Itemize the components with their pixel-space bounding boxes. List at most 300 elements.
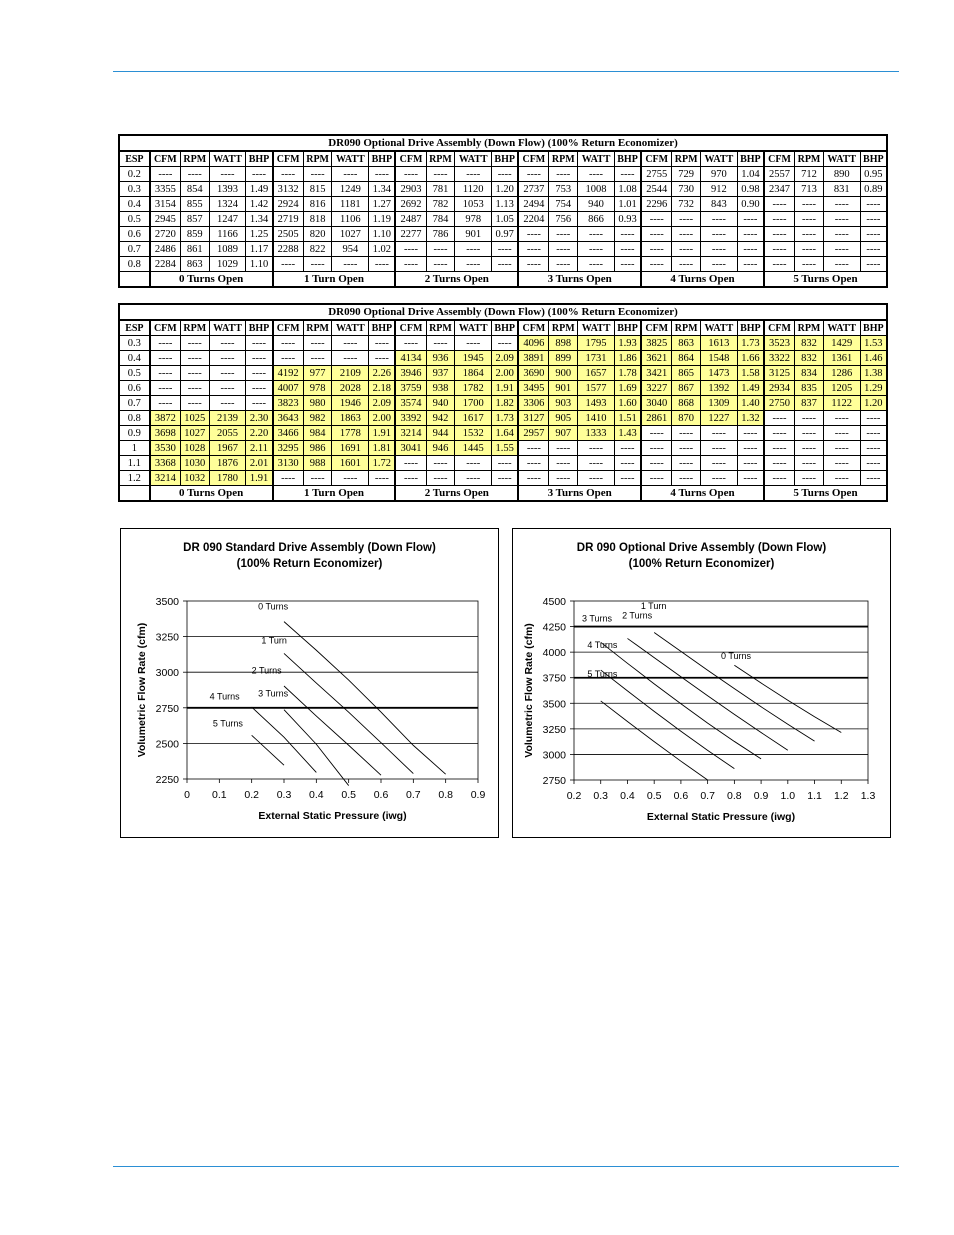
- value-cell: ----: [426, 471, 455, 486]
- value-cell: ----: [700, 441, 737, 456]
- value-cell: ----: [614, 456, 641, 471]
- value-cell: 870: [672, 411, 701, 426]
- value-cell: 1166: [209, 227, 246, 242]
- value-cell: 1.05: [492, 212, 519, 227]
- table-row: [119, 197, 887, 212]
- value-cell: ----: [518, 227, 549, 242]
- header-bhp: BHP: [860, 151, 887, 167]
- header-cfm: CFM: [273, 320, 304, 336]
- value-cell: ----: [150, 366, 181, 381]
- chart-svg: [121, 529, 498, 837]
- y-tick-label: 3250: [542, 723, 566, 736]
- esp-cell: 0.4: [119, 197, 150, 212]
- value-cell: ----: [764, 471, 795, 486]
- value-cell: 3214: [150, 471, 181, 486]
- value-cell: 2.01: [246, 456, 273, 471]
- header-rpm: RPM: [672, 151, 701, 167]
- value-cell: 3530: [150, 441, 181, 456]
- plot-area: [187, 601, 478, 779]
- value-cell: 3690: [518, 366, 549, 381]
- value-cell: ----: [641, 227, 672, 242]
- value-cell: ----: [303, 257, 332, 272]
- value-cell: ----: [672, 441, 701, 456]
- value-cell: 0.98: [737, 182, 764, 197]
- value-cell: 977: [303, 366, 332, 381]
- value-cell: 946: [426, 441, 455, 456]
- x-tick-label: 0: [184, 789, 190, 801]
- value-cell: ----: [180, 396, 209, 411]
- y-tick-label: 2750: [155, 702, 179, 715]
- value-cell: 1.49: [246, 182, 273, 197]
- value-cell: 712: [795, 167, 824, 182]
- value-cell: 1731: [578, 351, 615, 366]
- value-cell: 901: [455, 227, 492, 242]
- x-tick-label: 1.1: [807, 790, 822, 802]
- header-cfm: CFM: [518, 151, 549, 167]
- series-label: 0 Turns: [258, 601, 289, 612]
- value-cell: 1.25: [246, 227, 273, 242]
- x-tick-label: 0.9: [470, 789, 486, 801]
- value-cell: 1227: [700, 411, 737, 426]
- value-cell: ----: [672, 242, 701, 257]
- header-watt: WATT: [209, 151, 246, 167]
- y-axis-label: Volumetric Flow Rate (cfm): [136, 622, 148, 758]
- header-rpm: RPM: [549, 320, 578, 336]
- value-cell: ----: [369, 257, 396, 272]
- value-cell: 3825: [641, 336, 672, 351]
- value-cell: 1053: [455, 197, 492, 212]
- value-cell: ----: [395, 257, 426, 272]
- value-cell: 954: [332, 242, 369, 257]
- value-cell: ----: [549, 242, 578, 257]
- value-cell: 1205: [823, 381, 860, 396]
- value-cell: 863: [672, 336, 701, 351]
- value-cell: ----: [795, 242, 824, 257]
- value-cell: 816: [303, 197, 332, 212]
- header-bhp: BHP: [369, 320, 396, 336]
- table-row: [119, 227, 887, 242]
- value-cell: ----: [332, 336, 369, 351]
- value-cell: 1.91: [369, 426, 396, 441]
- value-cell: 2945: [150, 212, 181, 227]
- x-tick-label: 0.2: [566, 790, 582, 802]
- value-cell: 1008: [578, 182, 615, 197]
- value-cell: 0.89: [860, 182, 887, 197]
- value-cell: ----: [860, 227, 887, 242]
- value-cell: ----: [246, 366, 273, 381]
- value-cell: 900: [549, 366, 578, 381]
- value-cell: ----: [578, 471, 615, 486]
- table-row: [119, 441, 887, 456]
- value-cell: 1361: [823, 351, 860, 366]
- header-watt: WATT: [332, 320, 369, 336]
- value-cell: ----: [578, 167, 615, 182]
- value-cell: 820: [303, 227, 332, 242]
- value-cell: ----: [578, 456, 615, 471]
- value-cell: 1.32: [737, 411, 764, 426]
- value-cell: 3355: [150, 182, 181, 197]
- value-cell: 1.78: [614, 366, 641, 381]
- value-cell: 940: [426, 396, 455, 411]
- value-cell: ----: [641, 242, 672, 257]
- value-cell: 1120: [455, 182, 492, 197]
- value-cell: 2903: [395, 182, 426, 197]
- y-tick-label: 3000: [542, 749, 566, 762]
- value-cell: ----: [672, 426, 701, 441]
- value-cell: ----: [209, 381, 246, 396]
- value-cell: ----: [823, 411, 860, 426]
- esp-cell: 0.6: [119, 227, 150, 242]
- value-cell: 1493: [578, 396, 615, 411]
- value-cell: 831: [823, 182, 860, 197]
- value-cell: 863: [180, 257, 209, 272]
- value-cell: 2719: [273, 212, 304, 227]
- value-cell: ----: [549, 456, 578, 471]
- value-cell: ----: [823, 426, 860, 441]
- value-cell: 867: [672, 381, 701, 396]
- value-cell: 1.20: [492, 182, 519, 197]
- value-cell: ----: [426, 167, 455, 182]
- value-cell: ----: [395, 471, 426, 486]
- header-rpm: RPM: [795, 320, 824, 336]
- header-cfm: CFM: [641, 320, 672, 336]
- header-watt: WATT: [332, 151, 369, 167]
- value-cell: ----: [641, 212, 672, 227]
- value-cell: 2755: [641, 167, 672, 182]
- value-cell: ----: [426, 456, 455, 471]
- turns-open-label: 3 Turns Open: [518, 486, 641, 502]
- x-tick-label: 0.7: [700, 790, 715, 802]
- header-watt: WATT: [209, 320, 246, 336]
- x-tick-label: 0.4: [309, 789, 324, 801]
- value-cell: ----: [303, 351, 332, 366]
- x-tick-label: 0.6: [373, 789, 389, 801]
- value-cell: 1.49: [737, 381, 764, 396]
- value-cell: ----: [549, 227, 578, 242]
- value-cell: 865: [672, 366, 701, 381]
- value-cell: 818: [303, 212, 332, 227]
- value-cell: 1324: [209, 197, 246, 212]
- value-cell: ----: [426, 257, 455, 272]
- value-cell: ----: [823, 456, 860, 471]
- value-cell: 2544: [641, 182, 672, 197]
- turns-open-label: 4 Turns Open: [641, 272, 764, 288]
- value-cell: 1.19: [369, 212, 396, 227]
- value-cell: ----: [426, 336, 455, 351]
- value-cell: 980: [303, 396, 332, 411]
- series-label: 5 Turns: [212, 718, 243, 729]
- esp-cell: 1.1: [119, 456, 150, 471]
- value-cell: ----: [700, 471, 737, 486]
- value-cell: 2296: [641, 197, 672, 212]
- value-cell: ----: [823, 227, 860, 242]
- value-cell: 781: [426, 182, 455, 197]
- y-tick-label: 3750: [542, 672, 566, 685]
- value-cell: 936: [426, 351, 455, 366]
- header-esp: ESP: [119, 151, 150, 167]
- value-cell: ----: [823, 242, 860, 257]
- value-cell: ----: [764, 212, 795, 227]
- value-cell: 0.97: [492, 227, 519, 242]
- value-cell: ----: [150, 336, 181, 351]
- value-cell: ----: [209, 396, 246, 411]
- value-cell: 1122: [823, 396, 860, 411]
- value-cell: 1.40: [737, 396, 764, 411]
- value-cell: 2109: [332, 366, 369, 381]
- value-cell: 1249: [332, 182, 369, 197]
- y-tick-label: 4250: [542, 621, 566, 634]
- table-row: [119, 426, 887, 441]
- value-cell: ----: [395, 242, 426, 257]
- value-cell: 1601: [332, 456, 369, 471]
- value-cell: 1030: [180, 456, 209, 471]
- esp-cell: 0.5: [119, 366, 150, 381]
- value-cell: 1.66: [737, 351, 764, 366]
- value-cell: 3295: [273, 441, 304, 456]
- value-cell: ----: [641, 471, 672, 486]
- value-cell: 1393: [209, 182, 246, 197]
- header-cfm: CFM: [764, 151, 795, 167]
- chart-title: DR 090 Optional Drive Assembly (Down Flow): [576, 542, 827, 554]
- header-watt: WATT: [823, 320, 860, 336]
- value-cell: 1.20: [860, 396, 887, 411]
- value-cell: 1.01: [614, 197, 641, 212]
- table-row: [119, 456, 887, 471]
- value-cell: 754: [549, 197, 578, 212]
- value-cell: 1864: [455, 366, 492, 381]
- esp-cell: 0.8: [119, 411, 150, 426]
- value-cell: 1.91: [492, 381, 519, 396]
- value-cell: 3368: [150, 456, 181, 471]
- value-cell: 2288: [273, 242, 304, 257]
- value-cell: 3125: [764, 366, 795, 381]
- table-row: [119, 351, 887, 366]
- value-cell: ----: [614, 167, 641, 182]
- x-tick-label: 0.8: [727, 790, 742, 802]
- value-cell: 3823: [273, 396, 304, 411]
- header-bhp: BHP: [369, 151, 396, 167]
- series-label: 5 Turns: [587, 669, 618, 680]
- value-cell: ----: [764, 411, 795, 426]
- value-cell: ----: [303, 336, 332, 351]
- value-cell: 1.08: [614, 182, 641, 197]
- value-cell: 2139: [209, 411, 246, 426]
- table-row: [119, 242, 887, 257]
- value-cell: 1967: [209, 441, 246, 456]
- turns-open-label: 1 Turn Open: [273, 272, 396, 288]
- header-rpm: RPM: [303, 151, 332, 167]
- footer-blank: [119, 486, 150, 502]
- value-cell: ----: [823, 471, 860, 486]
- value-cell: 1.27: [369, 197, 396, 212]
- value-cell: ----: [764, 441, 795, 456]
- value-cell: ----: [332, 167, 369, 182]
- value-cell: 730: [672, 182, 701, 197]
- value-cell: ----: [369, 167, 396, 182]
- header-watt: WATT: [578, 320, 615, 336]
- table-title: DR090 Optional Drive Assembly (Down Flow) (100% Return Economizer): [119, 304, 887, 320]
- value-cell: 988: [303, 456, 332, 471]
- header-bhp: BHP: [860, 320, 887, 336]
- value-cell: ----: [860, 441, 887, 456]
- esp-cell: 1.2: [119, 471, 150, 486]
- value-cell: ----: [150, 381, 181, 396]
- value-cell: ----: [764, 227, 795, 242]
- value-cell: 1.42: [246, 197, 273, 212]
- value-cell: ----: [795, 197, 824, 212]
- value-cell: 1.69: [614, 381, 641, 396]
- value-cell: 912: [700, 182, 737, 197]
- esp-cell: 0.4: [119, 351, 150, 366]
- y-tick-label: 4000: [542, 647, 566, 660]
- value-cell: ----: [395, 456, 426, 471]
- value-cell: 835: [795, 381, 824, 396]
- value-cell: ----: [492, 242, 519, 257]
- value-cell: 2487: [395, 212, 426, 227]
- value-cell: 1548: [700, 351, 737, 366]
- value-cell: 937: [426, 366, 455, 381]
- value-cell: 3392: [395, 411, 426, 426]
- table-row: [119, 381, 887, 396]
- value-cell: 1333: [578, 426, 615, 441]
- table-row: [119, 471, 887, 486]
- table-row: [119, 167, 887, 182]
- value-cell: ----: [641, 441, 672, 456]
- value-cell: ----: [737, 257, 764, 272]
- y-tick-label: 3500: [542, 698, 566, 711]
- esp-cell: 0.6: [119, 381, 150, 396]
- value-cell: ----: [246, 336, 273, 351]
- value-cell: 2.20: [246, 426, 273, 441]
- header-rpm: RPM: [426, 151, 455, 167]
- value-cell: 1.46: [860, 351, 887, 366]
- value-cell: ----: [737, 471, 764, 486]
- value-cell: 756: [549, 212, 578, 227]
- value-cell: 3306: [518, 396, 549, 411]
- value-cell: 4134: [395, 351, 426, 366]
- value-cell: 2055: [209, 426, 246, 441]
- value-cell: 1.13: [492, 197, 519, 212]
- value-cell: ----: [180, 381, 209, 396]
- value-cell: 729: [672, 167, 701, 182]
- value-cell: 3946: [395, 366, 426, 381]
- value-cell: ----: [518, 471, 549, 486]
- value-cell: ----: [823, 197, 860, 212]
- value-cell: 1.53: [860, 336, 887, 351]
- value-cell: 868: [672, 396, 701, 411]
- value-cell: 1027: [180, 426, 209, 441]
- x-tick-label: 0.1: [212, 789, 227, 801]
- chart-title: DR 090 Standard Drive Assembly (Down Flow): [183, 542, 436, 554]
- header-cfm: CFM: [641, 151, 672, 167]
- y-axis-label: Volumetric Flow Rate (cfm): [523, 623, 535, 758]
- header-rpm: RPM: [426, 320, 455, 336]
- value-cell: 1.38: [860, 366, 887, 381]
- value-cell: 1429: [823, 336, 860, 351]
- value-cell: 1473: [700, 366, 737, 381]
- turns-open-label: 1 Turn Open: [273, 486, 396, 502]
- value-cell: ----: [150, 167, 181, 182]
- value-cell: ----: [273, 351, 304, 366]
- value-cell: ----: [672, 257, 701, 272]
- value-cell: ----: [518, 167, 549, 182]
- value-cell: 1532: [455, 426, 492, 441]
- value-cell: ----: [764, 197, 795, 212]
- x-tick-label: 0.5: [646, 790, 662, 802]
- value-cell: 1876: [209, 456, 246, 471]
- value-cell: ----: [860, 257, 887, 272]
- chart-subtitle: (100% Return Economizer): [628, 558, 775, 570]
- y-tick-label: 3500: [155, 596, 179, 608]
- header-cfm: CFM: [764, 320, 795, 336]
- value-cell: ----: [860, 456, 887, 471]
- table-row: [119, 396, 887, 411]
- value-cell: ----: [209, 351, 246, 366]
- value-cell: 0.95: [860, 167, 887, 182]
- value-cell: 2486: [150, 242, 181, 257]
- value-cell: 1.73: [492, 411, 519, 426]
- value-cell: 3227: [641, 381, 672, 396]
- esp-cell: 0.7: [119, 242, 150, 257]
- value-cell: ----: [672, 212, 701, 227]
- value-cell: 942: [426, 411, 455, 426]
- value-cell: 903: [549, 396, 578, 411]
- value-cell: 2934: [764, 381, 795, 396]
- value-cell: ----: [700, 456, 737, 471]
- value-cell: ----: [614, 471, 641, 486]
- header-rpm: RPM: [180, 151, 209, 167]
- value-cell: 753: [549, 182, 578, 197]
- value-cell: 2204: [518, 212, 549, 227]
- x-tick-label: 0.9: [753, 790, 769, 802]
- value-cell: 3574: [395, 396, 426, 411]
- value-cell: 1657: [578, 366, 615, 381]
- y-tick-label: 4500: [542, 596, 566, 608]
- table-title: DR090 Optional Drive Assembly (Down Flow) (100% Return Economizer): [119, 135, 887, 151]
- series-label: 2 Turns: [251, 665, 282, 676]
- x-tick-label: 0.3: [276, 789, 292, 801]
- value-cell: ----: [492, 471, 519, 486]
- value-cell: ----: [518, 242, 549, 257]
- chart-svg: [513, 529, 890, 837]
- value-cell: 3130: [273, 456, 304, 471]
- value-cell: 982: [303, 411, 332, 426]
- esp-cell: 0.5: [119, 212, 150, 227]
- value-cell: ----: [795, 441, 824, 456]
- value-cell: 855: [180, 197, 209, 212]
- value-cell: ----: [369, 351, 396, 366]
- value-cell: ----: [795, 471, 824, 486]
- x-tick-label: 1.3: [860, 790, 876, 802]
- value-cell: ----: [795, 456, 824, 471]
- x-tick-label: 0.5: [341, 789, 356, 801]
- turns-open-label: 5 Turns Open: [764, 272, 887, 288]
- value-cell: 1863: [332, 411, 369, 426]
- table-row: [119, 212, 887, 227]
- value-cell: 2.09: [492, 351, 519, 366]
- value-cell: 890: [823, 167, 860, 182]
- x-tick-label: 1.2: [833, 790, 849, 802]
- value-cell: ----: [549, 441, 578, 456]
- value-cell: 3643: [273, 411, 304, 426]
- value-cell: 834: [795, 366, 824, 381]
- value-cell: 1.34: [369, 182, 396, 197]
- value-cell: ----: [492, 456, 519, 471]
- value-cell: 1.86: [614, 351, 641, 366]
- series-label: 4 Turns: [587, 640, 618, 651]
- value-cell: ----: [273, 167, 304, 182]
- value-cell: 1700: [455, 396, 492, 411]
